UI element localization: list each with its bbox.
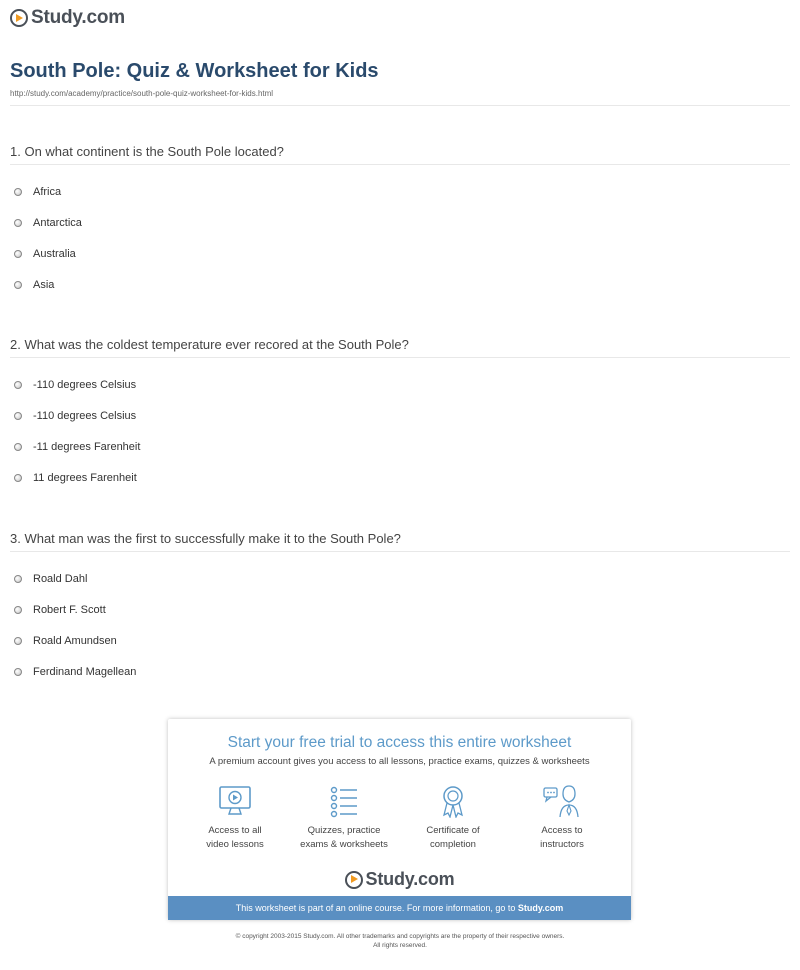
feature-label-line1: Certificate of — [426, 825, 480, 836]
feature-quizzes — [289, 784, 399, 852]
study-logo[interactable] — [10, 7, 125, 29]
feature-label-line2: completion — [430, 839, 476, 850]
feature-video-lessons — [180, 784, 290, 852]
answer-label: Africa — [33, 186, 62, 198]
answer-option[interactable] — [14, 186, 61, 198]
answer-label: -110 degrees Celsius — [33, 410, 137, 422]
radio-button[interactable] — [14, 281, 22, 289]
certificate-icon — [435, 784, 471, 818]
feature-label-line1: Access to — [541, 825, 583, 836]
divider — [10, 551, 790, 552]
answer-label: -110 degrees Celsius — [33, 379, 137, 391]
question-3: 3. What man was the first to successfully make it to the South Pole? — [10, 531, 401, 546]
radio-button[interactable] — [14, 637, 22, 645]
radio-button[interactable] — [14, 219, 22, 227]
radio-button[interactable] — [14, 668, 22, 676]
radio-button[interactable] — [14, 474, 22, 482]
instructor-icon — [542, 784, 582, 818]
answer-option[interactable] — [14, 573, 87, 585]
feature-label-line2: instructors — [540, 839, 584, 850]
answer-option[interactable] — [14, 604, 106, 616]
answer-label: 11 degrees Farenheit — [33, 472, 137, 484]
page-url: http://study.com/academy/practice/south-pole-quiz-worksheet-for-kids.html — [10, 89, 274, 98]
answer-option[interactable] — [14, 248, 76, 260]
question-1: 1. On what continent is the South Pole located? — [10, 144, 284, 159]
play-logo-icon — [345, 871, 363, 889]
free-trial-promo — [168, 719, 631, 920]
answer-label: Ferdinand Magellean — [33, 666, 137, 678]
feature-label-line1: Access to all — [208, 825, 262, 836]
answer-option[interactable] — [14, 279, 54, 291]
logo-text: Study.com — [31, 7, 125, 28]
radio-button[interactable] — [14, 606, 22, 614]
feature-label-line2: video lessons — [206, 839, 264, 850]
copyright-line1: © copyright 2003-2015 Study.com. All other trademarks and copyrights are the property of their respective owners. — [235, 933, 565, 940]
copyright-line2: All rights reserved. — [373, 942, 427, 949]
answer-label: Australia — [33, 248, 76, 260]
answer-label: Robert F. Scott — [33, 604, 106, 616]
radio-button[interactable] — [14, 412, 22, 420]
divider — [10, 105, 790, 106]
promo-footer-link[interactable]: Study.com — [517, 903, 564, 913]
radio-button[interactable] — [14, 381, 22, 389]
radio-button[interactable] — [14, 188, 22, 196]
promo-footer-bar — [168, 896, 631, 920]
feature-certificate — [398, 784, 508, 852]
answer-label: Asia — [33, 279, 55, 291]
feature-instructors — [507, 784, 617, 852]
feature-label-line2: exams & worksheets — [300, 839, 388, 850]
answer-label: Roald Dahl — [33, 573, 88, 585]
copyright — [0, 932, 800, 950]
radio-button[interactable] — [14, 575, 22, 583]
video-lesson-icon — [217, 784, 253, 818]
promo-study-logo[interactable] — [168, 869, 631, 890]
feature-label-line1: Quizzes, practice — [307, 825, 381, 836]
answer-option[interactable] — [14, 441, 140, 453]
divider — [10, 164, 790, 165]
answer-option[interactable] — [14, 379, 136, 391]
answer-option[interactable] — [14, 410, 136, 422]
answer-label: Antarctica — [33, 217, 82, 229]
radio-button[interactable] — [14, 250, 22, 258]
quiz-list-icon — [326, 784, 362, 818]
answer-option[interactable] — [14, 635, 117, 647]
answer-label: -11 degrees Farenheit — [33, 441, 141, 453]
answer-option[interactable] — [14, 666, 136, 678]
play-logo-icon — [10, 9, 28, 27]
answer-option[interactable] — [14, 472, 137, 484]
promo-footer-text: This worksheet is part of an online course. For more information, go to — [235, 903, 516, 913]
radio-button[interactable] — [14, 443, 22, 451]
divider — [10, 357, 790, 358]
promo-heading[interactable]: Start your free trial to access this entire worksheet — [227, 734, 572, 751]
page-title: South Pole: Quiz & Worksheet for Kids — [10, 60, 379, 82]
answer-label: Roald Amundsen — [33, 635, 117, 647]
answer-option[interactable] — [14, 217, 82, 229]
question-2: 2. What was the coldest temperature ever recored at the South Pole? — [10, 337, 409, 352]
logo-text: Study.com — [365, 869, 455, 889]
promo-subheading: A premium account gives you access to all lessons, practice exams, quizzes & worksheets — [209, 756, 590, 767]
